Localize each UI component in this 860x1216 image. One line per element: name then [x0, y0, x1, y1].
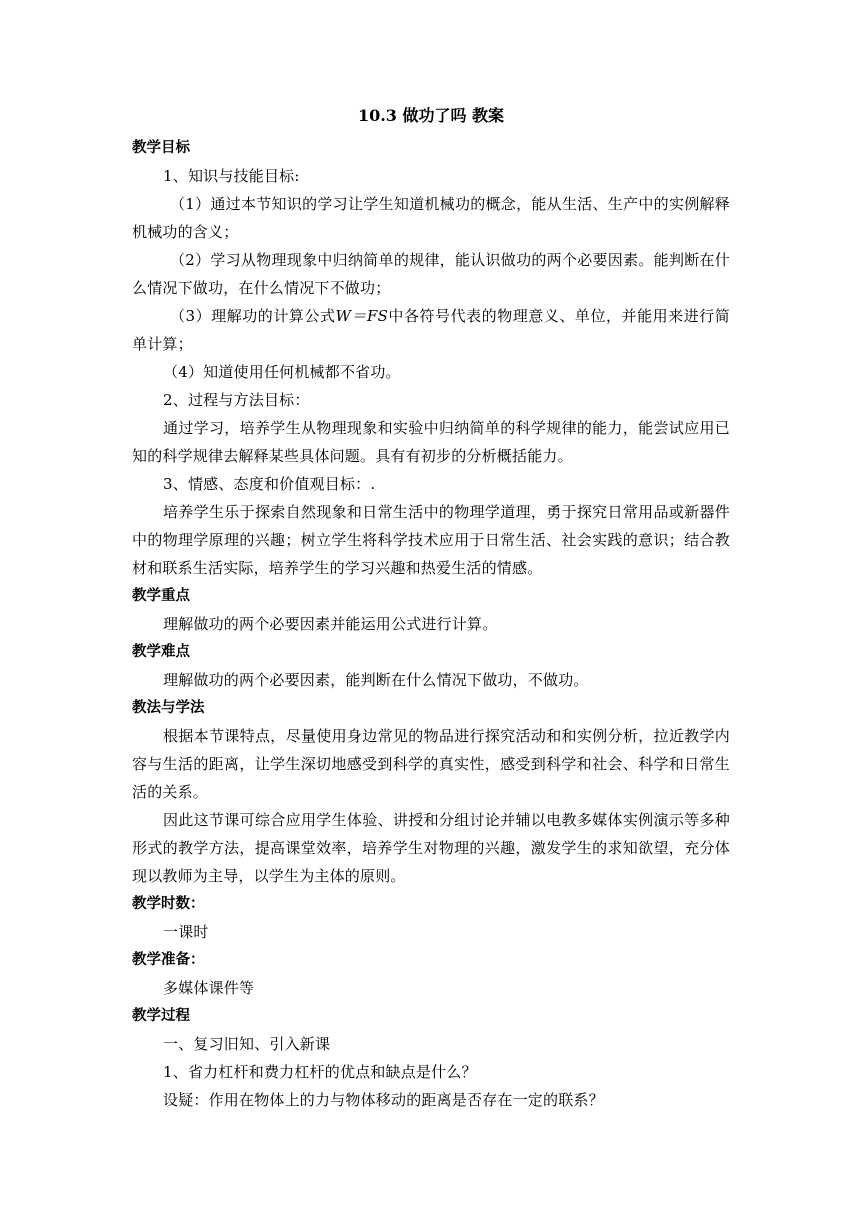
heading-methods: 教法与学法: [132, 700, 205, 716]
goal-1-item-3-after: 中各符号代表的物理意义、单位，并能用来进行简单计算；: [132, 307, 730, 353]
heading-process: 教学过程: [132, 1008, 190, 1024]
goal-3-text: 培养学生乐于探索自然现象和日常生活中的物理学道理，勇于探究日常用品或新器件中的物理学原理的兴趣；树立学生将科学技术应用于日常生活、社会实践的意识；结合教材和联系生活实际，培养学生的学习兴趣和热爱生活的情感。: [132, 503, 730, 577]
process-question-1: 1、省力杠杆和费力杠杆的优点和缺点是什么？: [163, 1063, 477, 1081]
goal-2-label: 2、过程与方法目标：: [163, 391, 310, 409]
goal-3-label: 3、情感、态度和价值观目标：.: [163, 475, 376, 493]
goal-1-label: 1、知识与技能目标:: [163, 167, 300, 185]
document-page: [132, 98, 730, 1114]
goal-1-item-3: [132, 302, 730, 358]
heading-key-points: 教学重点: [132, 588, 190, 604]
heading-teaching-goals: 教学目标: [132, 140, 190, 156]
difficult-points-text: 理解做功的两个必要因素，能判断在什么情况下做功，不做功。: [163, 671, 589, 689]
work-formula: W＝FS: [335, 307, 389, 325]
heading-difficult-points: 教学难点: [132, 644, 190, 660]
key-points-text: 理解做功的两个必要因素并能运用公式进行计算。: [163, 615, 498, 633]
preparation-text: 多媒体课件等: [163, 979, 255, 997]
process-question-2: 设疑：作用在物体上的力与物体移动的距离是否存在一定的联系？: [163, 1091, 604, 1109]
heading-class-hours: 教学时数：: [132, 896, 205, 912]
goal-1-item-4: （4）知道使用任何机械都不省功。: [163, 363, 401, 381]
heading-preparation: 教学准备：: [132, 952, 205, 968]
document-title: 10.3 做功了吗 教案: [357, 106, 505, 125]
process-step-1: 一、复习旧知、引入新课: [163, 1035, 331, 1053]
goal-1-item-1: （1）通过本节知识的学习让学生知道机械功的概念，能从生活、生产中的实例解释机械功的含义；: [132, 195, 730, 241]
methods-paragraph-1: 根据本节课特点，尽量使用身边常见的物品进行探究活动和和实例分析，拉近教学内容与生活的距离，让学生深切地感受到科学的真实性，感受到科学和社会、科学和日常生活的关系。: [132, 727, 730, 801]
goal-1-item-2: （2）学习从物理现象中归纳简单的规律，能认识做功的两个必要因素。能判断在什么情况下做功，在什么情况下不做功；: [132, 251, 730, 297]
goal-2-text: 通过学习，培养学生从物理现象和实验中归纳简单的科学规律的能力，能尝试应用已知的科学规律去解释某些具体问题。具有有初步的分析概括能力。: [132, 419, 730, 465]
methods-paragraph-2: 因此这节课可综合应用学生体验、讲授和分组讨论并辅以电教多媒体实例演示等多种形式的教学方法，提高课堂效率，培养学生对物理的兴趣，激发学生的求知欲望，充分体现以教师为主导，以学生为主体的原则。: [132, 811, 730, 885]
goal-1-item-3-before: （3）理解功的计算公式: [170, 307, 336, 325]
class-hours-text: 一课时: [163, 923, 209, 941]
